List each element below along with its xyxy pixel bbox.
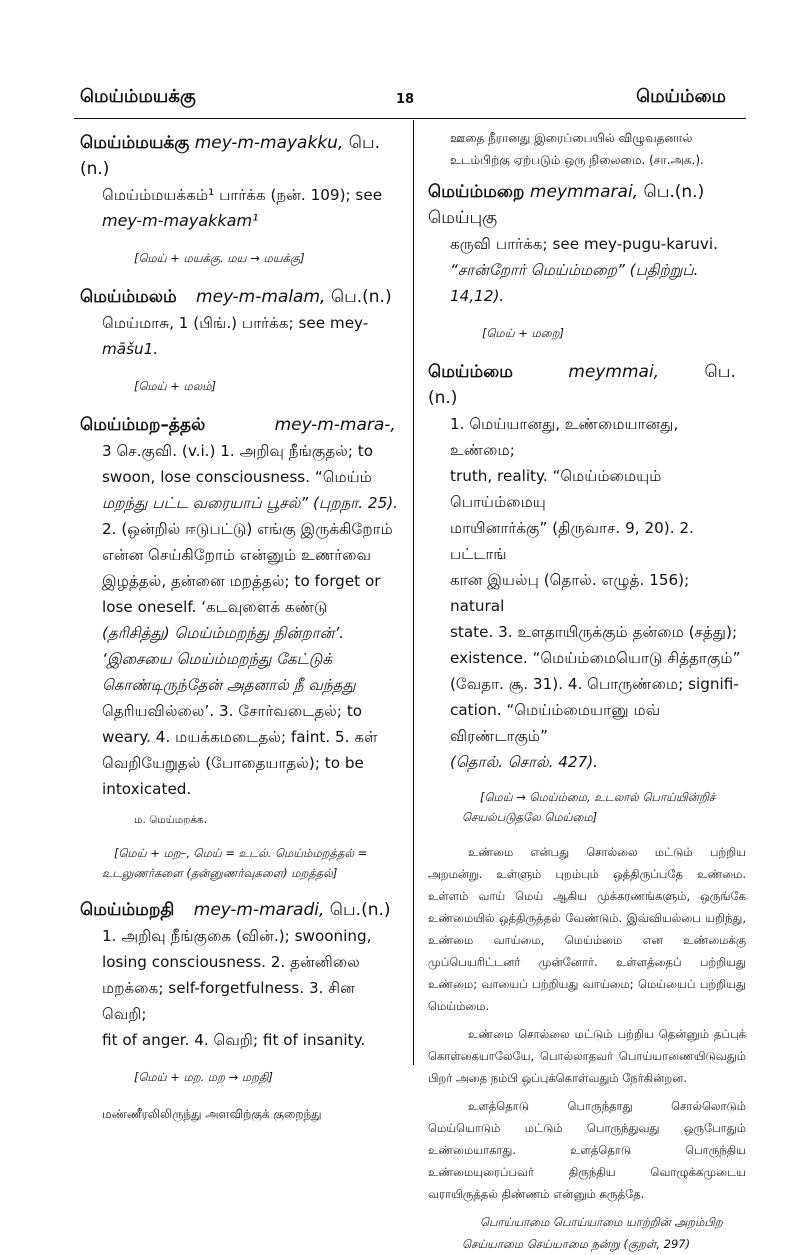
- kural-quote: பொய்யாமை பொய்யாமை யாற்றின் அறம்பிற: [480, 1215, 723, 1229]
- transliteration: mey-m-maradi,: [193, 900, 325, 920]
- cognate-note: ம. மெய்மறக்க.: [134, 814, 208, 826]
- definition-line: 2. (ஒன்றில் ஈடுபட்டு) எங்கு இருக்கிறோம்: [102, 520, 393, 538]
- entry-meymmaraththal: [80, 412, 398, 883]
- definition-line: state. 3. உளதாயிருக்கும் தன்மை (சத்து);: [450, 623, 738, 641]
- transliteration: meymmai,: [568, 362, 660, 382]
- entry-heading: [80, 412, 398, 438]
- headword: மெய்ம்மற–த்தல்: [80, 415, 206, 435]
- definition-line: மாயினார்க்கு” (திருவாச. 9, 20). 2. பட்டாங்: [450, 519, 694, 563]
- definition-line: swoon, lose consciousness. “மெய்ம்: [102, 468, 372, 486]
- continued-line: உடம்பிற்கு ஏற்படும் ஒரு நிலைமை. (சா.அக.).: [450, 153, 704, 167]
- commentary-paragraph: உளத்தொடு பொருந்தாது சொல்லொடும் மெய்யொடும் மட்டும் பொருந்துவது ஒருபோதும் உண்மையாகாது. உளத்தொடு பொருந்திய உண்மையுரைப்பவர் திருந்திய வொழுக்கமுடைய வராயிருத்தல் திண்ணம் என்னும் கருத்தே.: [428, 1099, 746, 1201]
- definition-line: என்ன செய்கிறோம் என்னும் உணர்வை: [102, 546, 372, 564]
- definition-line: மறந்து பட்ட வரையாப் பூசல்” (புறநா. 25).: [102, 494, 398, 512]
- definition-line: truth, reality. “மெய்ம்மையும் பொய்ம்மையு: [450, 467, 662, 511]
- continued-line: மண்ணீரலிலிருந்து அளவிற்குக் குறைந்து: [102, 1107, 322, 1121]
- entry-heading: [80, 130, 398, 182]
- headword: மெய்ம்மறதி: [80, 900, 175, 920]
- entry-heading: [80, 284, 398, 310]
- header-rule: [74, 118, 746, 119]
- entry-heading: [428, 359, 746, 411]
- definition-line: 3 செ.குவி. (v.i.) 1. அறிவு நீங்குதல்; to: [102, 442, 374, 460]
- etymology: உடலுணர்களை (தன்னுணர்வுகளை) மறத்தல்]: [102, 866, 338, 880]
- definition-line: ‘இசையை மெய்ம்மறந்து கேட்டுக்: [102, 650, 333, 668]
- definition-line: தெரியவில்லை’. 3. சோர்வடைதல்; to: [102, 702, 363, 720]
- definition-line: கொண்டிருந்தேன் அதனால் நீ வந்தது: [102, 676, 356, 694]
- transliteration: mey-m-malam,: [196, 287, 326, 307]
- definition-line: 1. அறிவு நீங்குகை (வின்.); swooning,: [102, 927, 372, 945]
- headword: மெய்ம்மலம்: [80, 287, 177, 307]
- continued-line: ஊதை நீரானது இரைப்பையில் விழுவதனால்: [450, 131, 693, 145]
- definition-line: weary. 4. மயக்கமடைதல்; faint. 5. கள்: [102, 728, 378, 746]
- headword: மெய்ம்மை: [428, 362, 513, 382]
- etymology: [மெய் + மயக்கு. மய → மயக்கு]: [134, 251, 305, 265]
- definition-line: (தரிசித்து) மெய்ம்மறந்து நின்றான்’.: [102, 624, 345, 642]
- left-column: [80, 130, 398, 1125]
- entry-meymmayakku: [80, 130, 398, 268]
- column-divider: [413, 120, 414, 1065]
- definition-line: கான இயல்பு (தொல். எழுத். 156); natural: [450, 571, 690, 615]
- definition-line: வெறியேறுதல் (போதையாதல்); to be: [102, 754, 364, 772]
- part-of-speech: பெ.(n.): [330, 287, 392, 307]
- definition-line: (தொல். சொல். 427).: [450, 753, 599, 771]
- right-column: [428, 127, 746, 1255]
- entry-meymmarai: [428, 179, 746, 343]
- etymology: [மெய் → மெய்ம்மை, உடலால் பொய்யின்றிச்: [480, 790, 716, 804]
- definition-line: lose oneself. ‘கடவுளைக் கண்டு: [102, 598, 328, 616]
- definition-line: “சான்றோர் மெய்ம்மறை” (பதிற்றுப். 14,12).: [450, 261, 699, 305]
- definition-line: māšu1.: [102, 340, 159, 358]
- entry-meymmalam: [80, 284, 398, 396]
- running-head-left: மெய்ம்மயக்கு: [80, 86, 196, 107]
- part-of-speech: பெ.(n.): [80, 133, 381, 179]
- definition-line: 1. மெய்யானது, உண்மையானது, உண்மை;: [450, 415, 679, 459]
- transliteration: mey-m-mara-,: [274, 415, 396, 435]
- commentary-paragraph: உண்மை என்பது சொல்லை மட்டும் பற்றிய அறமன்று. உள்ளும் புறம்பும் ஒத்திருப்பதே உண்மை. உள்ளம் வாய் மெய் ஆகிய முக்கரணங்களும், ஒருங்கே உண்மையில் ஒத்திருத்தல் வேண்டும். இவ்வியல்பை யறிந்து, உண்மை வாய்மை, மெய்ம்மை என உண்மைக்கு முப்பெயரிட்டனர் முன்னோர். உள்ளத்தைப் பற்றியது உண்மை; வாயைப் பற்றியது வாய்மை; மெய்யைப் பற்றியது மெய்ம்மை.: [428, 845, 746, 1013]
- etymology: [மெய் + மற. மற → மறதி]: [134, 1070, 273, 1084]
- definition-line: mey-m-mayakkam¹: [102, 211, 259, 230]
- entry-meymmai: [428, 359, 746, 827]
- definition-line: மெய்ம்மயக்கம்¹ பார்க்க (நன். 109); see: [102, 186, 383, 204]
- definition-line: intoxicated.: [102, 780, 192, 798]
- part-of-speech: பெ.(n.): [428, 362, 736, 408]
- definition-line: இழத்தல், தன்னை மறத்தல்; to forget or: [102, 572, 381, 590]
- definition-line: cation. “மெய்ம்மையானு மவ் விரண்டாகும்”: [450, 701, 661, 745]
- definition-line: existence. “மெய்ம்மையொடு சித்தாகும்”: [450, 649, 741, 667]
- etymology: [மெய் + மறை]: [482, 326, 564, 340]
- definition-line: losing consciousness. 2. தன்னிலை: [102, 953, 360, 971]
- running-head-right: மெய்ம்மை: [636, 86, 726, 107]
- transliteration: meymmarai,: [529, 182, 639, 202]
- etymology: [மெய் + மற–, மெய் = உடல். மெய்ம்மறத்தல் =: [114, 846, 368, 860]
- definition-line: (வேதா. சூ. 31). 4. பொருண்மை; signifi-: [450, 675, 739, 693]
- etymology: [மெய் + மலம்]: [134, 379, 217, 393]
- part-of-speech: பெ.(n.) மெய்புகு: [428, 182, 705, 228]
- definition-line: மறக்கை; self-forgetfulness. 3. சின வெறி;: [102, 979, 355, 1023]
- commentary-paragraph: உண்மை சொல்லை மட்டும் பற்றிய தென்னும் தப்புக் கொள்கையாலேயே, பொல்லாதவர் பொய்யாணையிடுவதும் பிறர் அதை நம்பி ஒப்புக்கொள்வதும் நேர்கின்றன.: [428, 1027, 746, 1085]
- transliteration: mey-m-mayakku,: [194, 133, 344, 153]
- headword: மெய்ம்மறை: [428, 182, 525, 202]
- page-number: 18: [395, 92, 415, 107]
- entry-meymmaradi: [80, 897, 398, 1125]
- entry-heading: [428, 179, 746, 231]
- definition-line: fit of anger. 4. வெறி; fit of insanity.: [102, 1031, 366, 1049]
- part-of-speech: பெ.(n.): [329, 900, 391, 920]
- headword: மெய்ம்மயக்கு: [80, 133, 190, 153]
- entry-heading: [80, 897, 398, 923]
- kural-quote: செய்யாமை செய்யாமை நன்று (குறள், 297): [462, 1237, 691, 1251]
- etymology: செயல்படுதலே மெய்மை]: [462, 810, 598, 824]
- definition-line: மெய்மாசு, 1 (பிங்.) பார்க்க; see mey-: [102, 314, 369, 332]
- definition-line: கருவி பார்க்க; see mey-pugu-karuvi.: [450, 235, 718, 253]
